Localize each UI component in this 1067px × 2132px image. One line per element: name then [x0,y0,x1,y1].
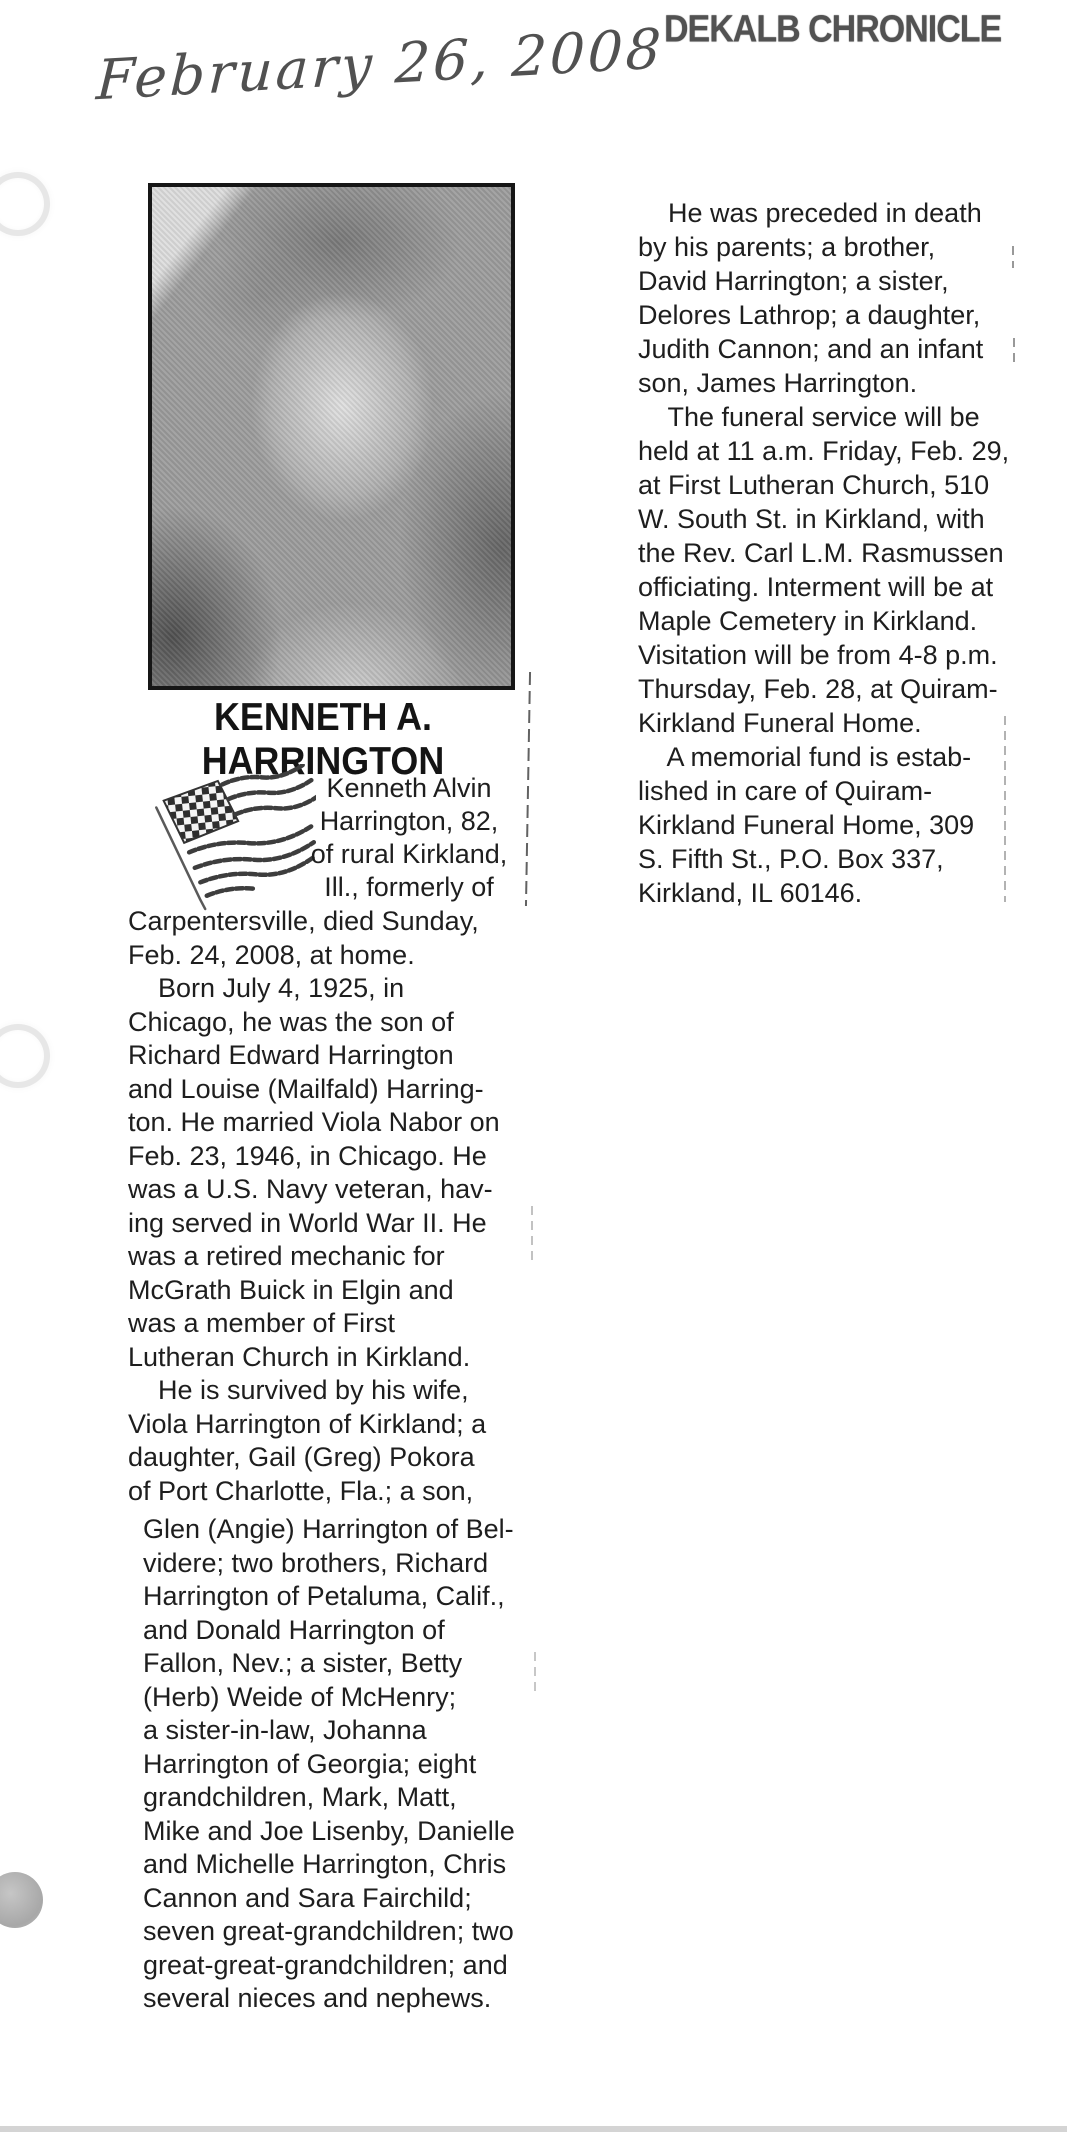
text-line: Visitation will be from 4-8 p.m. [638,640,998,670]
text-line: Harrington of Georgia; eight [143,1748,477,1779]
right-column-text [638,196,1038,910]
text-line: Viola Harrington of Kirkland; a [128,1408,487,1439]
text-line: of Port Charlotte, Fla.; a son, [128,1475,474,1506]
text-line: several nieces and nephews. [143,1983,492,2013]
text-line: Ill., formerly of [324,872,494,902]
left-column-upper-text [128,905,523,1508]
newspaper-stamp: DEKALB CHRONICLE [664,8,1002,51]
headline-line-2: HARRINGTON [201,740,445,783]
text-line: Born July 4, 1925, in [128,973,405,1003]
portrait-photo [148,183,515,690]
scan-dash-mark [531,1206,533,1266]
text-line: of rural Kirkland, [310,839,508,869]
text-line: was a member of First [128,1308,396,1338]
scan-dash-mark [534,1652,536,1694]
text-line: A memorial fund is estab- [638,742,972,772]
text-line: and Donald Harrington of [143,1614,445,1645]
text-line: daughter, Gail (Greg) Pokora [128,1442,475,1472]
text-line: at First Lutheran Church, 510 [638,470,990,500]
scan-bottom-edge-shadow [0,2126,1067,2132]
text-line: Mike and Joe Lisenby, Danielle [143,1815,515,1846]
text-line: ing served in World War II. He [128,1207,487,1238]
text-line: Thursday, Feb. 28, at Quiram- [638,674,998,704]
headline-line-1: KENNETH A. [214,696,432,739]
text-line: Lutheran Church in Kirkland. [128,1341,471,1372]
text-line: Judith Cannon; and an infant [638,334,984,364]
text-line: Chicago, he was the son of [128,1006,454,1037]
text-line: great-great-grandchildren; and [143,1949,508,1980]
punch-hole-filled-bottom [0,1872,43,1928]
text-line: Kirkland Funeral Home. [638,708,922,738]
text-line: ton. He married Viola Nabor on [128,1107,500,1137]
text-line: officiating. Interment will be at [638,572,994,602]
american-flag-icon [144,764,316,914]
scan-dash-mark [1013,338,1015,366]
text-line: He is survived by his wife, [128,1375,469,1405]
text-line: He was preceded in death [638,198,982,228]
text-line: Harrington, 82, [319,806,499,836]
text-line: by his parents; a brother, [638,232,936,262]
text-line: Richard Edward Harrington [128,1040,454,1070]
text-line: David Harrington; a sister, [638,266,949,296]
text-line: videre; two brothers, Richard [143,1547,489,1578]
text-line: Feb. 23, 1946, in Chicago. He [128,1140,487,1171]
text-line: was a retired mechanic for [128,1241,445,1271]
text-line: Fallon, Nev.; a sister, Betty [143,1648,463,1678]
text-line: Maple Cemetery in Kirkland. [638,606,978,636]
text-line: Glen (Angie) Harrington of Bel- [143,1514,514,1544]
text-line: lished in care of Quiram- [638,776,933,806]
punch-hole-ring-top [0,172,50,236]
text-line: Feb. 24, 2008, at home. [128,939,415,970]
text-line: McGrath Buick in Elgin and [128,1274,454,1305]
text-line: and Louise (Mailfald) Harring- [128,1073,484,1104]
text-line: Delores Lathrop; a daughter, [638,300,981,330]
text-line: son, James Harrington. [638,368,918,398]
text-line: held at 11 a.m. Friday, Feb. 29, [638,436,1010,466]
text-line: a sister-in-law, Johanna [143,1715,427,1745]
text-line: Kenneth Alvin [326,773,492,803]
text-line: (Herb) Weide of McHenry; [143,1681,457,1712]
left-column-flag-wrap-text [303,772,515,904]
scan-dash-mark [1012,246,1014,268]
punch-hole-ring-middle [0,1024,50,1088]
scan-dash-mark [1004,716,1006,902]
text-line: Cannon and Sara Fairchild; [143,1882,472,1913]
text-line: Carpentersville, died Sunday, [128,906,479,936]
text-line: W. South St. in Kirkland, with [638,504,985,534]
handwritten-date: February 26, 2008 [94,16,666,113]
text-line: and Michelle Harrington, Chris [143,1849,507,1879]
text-line: was a U.S. Navy veteran, hav- [128,1174,493,1204]
text-line: The funeral service will be [638,402,980,432]
text-line: Kirkland, IL 60146. [638,878,863,908]
text-line: Harrington of Petaluma, Calif., [143,1581,505,1611]
column-divider-cut-edge [525,672,531,906]
text-line: Kirkland Funeral Home, 309 [638,810,975,840]
left-column-lower-text [143,1513,533,2016]
text-line: the Rev. Carl L.M. Rasmussen [638,538,1004,568]
text-line: S. Fifth St., P.O. Box 337, [638,844,944,874]
text-line: seven great-grandchildren; two [143,1916,514,1946]
text-line: grandchildren, Mark, Matt, [143,1782,457,1812]
